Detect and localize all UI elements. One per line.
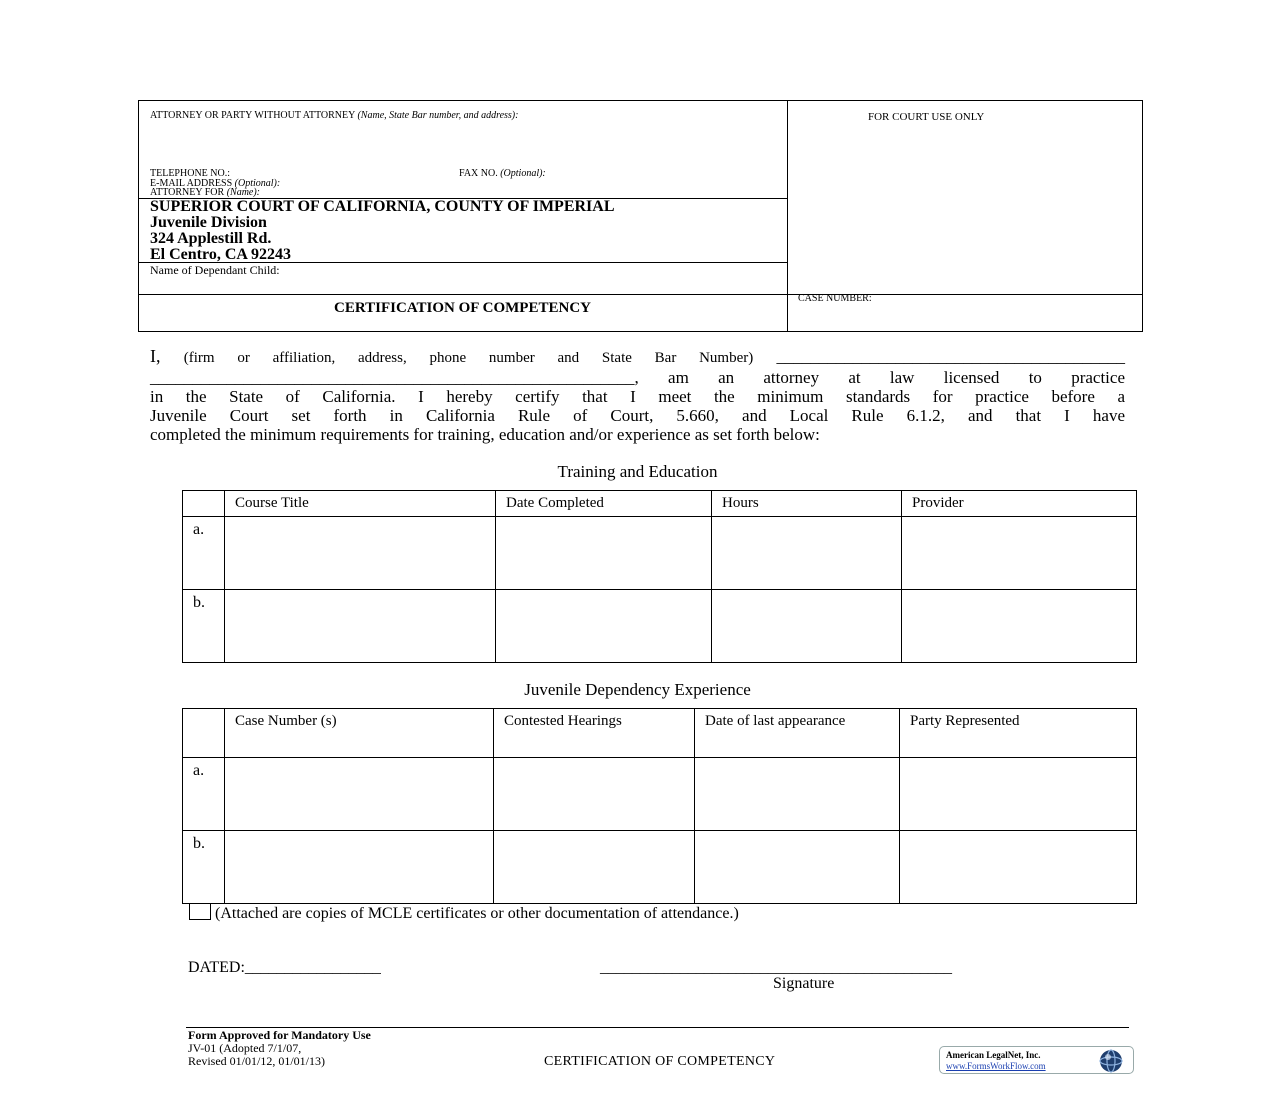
row-index: a.: [183, 758, 225, 831]
case-number-label: CASE NUMBER:: [798, 293, 872, 304]
publisher-name: American LegalNet, Inc.: [946, 1050, 1041, 1060]
date-completed-cell[interactable]: [496, 517, 712, 590]
column-header: Hours: [712, 491, 902, 517]
court-city: El Centro, CA 92243: [150, 246, 292, 263]
court-name: SUPERIOR COURT OF CALIFORNIA, COUNTY OF IMPERIAL: [150, 198, 615, 215]
certification-line-1: I, (firm or affiliation, address, phone number and State Bar Number) _________________________________________: [150, 346, 1126, 366]
hours-cell[interactable]: [712, 590, 902, 663]
footer-form-id: JV-01 (Adopted 7/1/07,: [188, 1041, 302, 1055]
index-header: [183, 709, 225, 758]
provider-cell[interactable]: [902, 590, 1137, 663]
dated-field[interactable]: [188, 959, 381, 977]
party-represented-cell[interactable]: [900, 758, 1137, 831]
table-row: [183, 758, 1137, 831]
contested-hearings-cell[interactable]: [494, 758, 695, 831]
certification-paragraph: [150, 347, 1125, 444]
caption-vertical-divider: [787, 100, 788, 332]
training-table: [182, 490, 1137, 663]
certification-line-3: in the State of California. I hereby certify that I meet the minimum standards for practice before a: [150, 387, 1125, 406]
mcle-checkbox[interactable]: [189, 903, 211, 920]
signature-line[interactable]: ____________________________________________: [600, 959, 952, 976]
footer-form-info: [188, 1029, 371, 1068]
certification-line-5: completed the minimum requirements for training, education and/or experience as set forth below:: [150, 425, 820, 444]
case-number-cell[interactable]: [225, 831, 494, 904]
court-address: [150, 199, 615, 263]
index-header: [183, 491, 225, 517]
fax-label: FAX NO. (Optional):: [459, 168, 546, 179]
party-represented-cell[interactable]: [900, 831, 1137, 904]
column-header: Date Completed: [496, 491, 712, 517]
form-title: CERTIFICATION OF COMPETENCY: [334, 300, 591, 316]
dependant-child-label: Name of Dependant Child:: [150, 263, 280, 277]
last-appearance-cell[interactable]: [695, 758, 900, 831]
training-title: Training and Education: [557, 462, 718, 481]
table-row: [183, 590, 1137, 663]
court-street: 324 Applestill Rd.: [150, 230, 272, 247]
signature-label: Signature: [773, 975, 835, 992]
column-header: Party Represented: [900, 709, 1137, 758]
publisher-badge: [939, 1046, 1134, 1074]
row-index: b.: [183, 831, 225, 904]
experience-table: [182, 708, 1137, 904]
row-index: a.: [183, 517, 225, 590]
publisher-website[interactable]: www.FormsWorkFlow.com: [946, 1061, 1046, 1071]
email-label: E-MAIL ADDRESS (Optional):: [150, 178, 281, 189]
hours-cell[interactable]: [712, 517, 902, 590]
case-number-cell[interactable]: [225, 758, 494, 831]
date-completed-cell[interactable]: [496, 590, 712, 663]
certification-line-2: _________________________________________________________, am an attorney at law licensed to practice: [150, 368, 1125, 387]
table-header-row: [183, 491, 1137, 517]
telephone-label: TELEPHONE NO.:: [150, 168, 230, 179]
table-row: [183, 831, 1137, 904]
globe-icon: [1098, 1048, 1124, 1074]
caption-horizontal-divider: [138, 294, 1143, 295]
column-header: Course Title: [225, 491, 496, 517]
footer-revised: Revised 01/01/12, 01/01/13): [188, 1054, 325, 1068]
attorney-label: ATTORNEY OR PARTY WITHOUT ATTORNEY (Name, State Bar number, and address):: [150, 110, 519, 121]
row-index: b.: [183, 590, 225, 663]
certification-line-4: Juvenile Court set forth in California Rule of Court, 5.660, and Local Rule 6.1.2, and that I have: [150, 406, 1125, 425]
last-appearance-cell[interactable]: [695, 831, 900, 904]
dated-blank: _________________: [244, 959, 381, 976]
column-header: Case Number (s): [225, 709, 494, 758]
footer-approved: Form Approved for Mandatory Use: [188, 1028, 371, 1042]
footer-title: CERTIFICATION OF COMPETENCY: [544, 1054, 776, 1069]
table-header-row: [183, 709, 1137, 758]
column-header: Date of last appearance: [695, 709, 900, 758]
attorney-for-label: ATTORNEY FOR (Name):: [150, 187, 261, 198]
experience-title: Juvenile Dependency Experience: [524, 680, 751, 699]
column-header: Provider: [902, 491, 1137, 517]
contested-hearings-cell[interactable]: [494, 831, 695, 904]
court-division: Juvenile Division: [150, 214, 267, 231]
court-use-label: FOR COURT USE ONLY: [868, 111, 985, 123]
attachment-note: (Attached are copies of MCLE certificates or other documentation of attendance.): [215, 905, 739, 922]
provider-cell[interactable]: [902, 517, 1137, 590]
dated-label: DATED:: [188, 959, 245, 976]
course-title-cell[interactable]: [225, 590, 496, 663]
column-header: Contested Hearings: [494, 709, 695, 758]
course-title-cell[interactable]: [225, 517, 496, 590]
table-row: [183, 517, 1137, 590]
